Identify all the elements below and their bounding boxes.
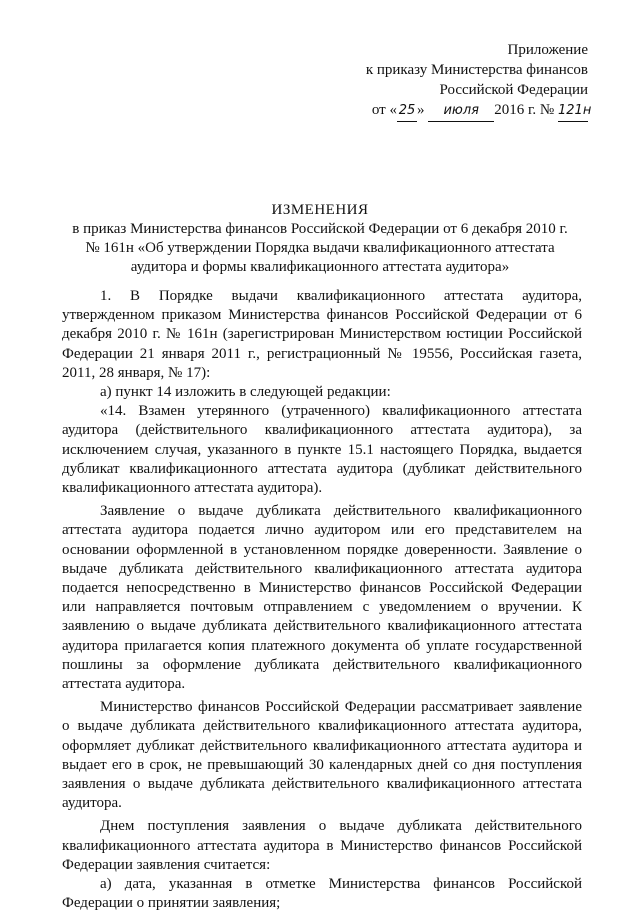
order-number: 121н xyxy=(558,101,588,122)
paragraph-5: Министерство финансов Российской Федерации рассматривает заявление о выдаче дубликата действительного квалификационного аттестата аудитора, оформляет дубликат действительного квалификационного аттестата аудитора и выдает его в срок, не превышающий 30 календарных дней со дня поступления заявления о выдаче дубликата действительного квалификационного аттестата аудитора. xyxy=(62,699,582,812)
paragraph-6: Днем поступления заявления о выдаче дубликата действительного квалификационного аттестата аудитора в Министерство финансов Российской Федерации заявления считается: xyxy=(62,818,582,873)
paragraph-3: «14. Взамен утерянного (утраченного) квалификационного аттестата аудитора (действительного квалификационного аттестата аудитора), за исключением случая, указанного в пункте 15.1 настоящего Порядка, выдается дубликат квалификационного аттестата аудитора (дубликат действительного квалификационного аттестата аудитора). xyxy=(62,403,582,497)
document-body xyxy=(62,287,582,914)
date-prefix: от « xyxy=(371,102,397,118)
document-title xyxy=(60,201,580,277)
date-year: 2016 г. № xyxy=(494,102,555,118)
appendix-order-ref: к приказу Министерства финансов xyxy=(365,62,588,78)
paragraph-4: Заявление о выдаче дубликата действительного квалификационного аттестата аудитора подается лично аудитором или его представителем на основании оформленной в установленном порядке доверенности. Заявление о выдаче дубликата действительного квалификационного аттестата аудитора подается непосредственно в Министерство финансов Российской Федерации или направляется почтовым отправлением с уведомлением о вручении. К заявлению о выдаче дубликата действительного квалификационного аттестата аудитора прилагается копия платежного документа об уплате государственной пошлины за оформление дубликата действительного квалификационного аттестата аудитора. xyxy=(62,503,582,693)
paragraph-1: 1. В Порядке выдачи квалификационного аттестата аудитора, утвержденном приказом Министерства финансов Российской Федерации от 6 декабря 2010 г. № 161н (зарегистрирован Министерством юстиции Российской Федерации 21 января 2011 г., регистрационный № 19556, Российская газета, 2011, 28 января, № 17): xyxy=(62,288,582,381)
title-line-2: № 161н «Об утверждении Порядка выдачи квалификационного аттестата xyxy=(85,240,555,256)
date-day: 25 xyxy=(397,101,417,122)
appendix-title: Приложение xyxy=(507,42,588,58)
title-line-1: в приказ Министерства финансов Российской Федерации от 6 декабря 2010 г. xyxy=(72,221,568,237)
appendix-header xyxy=(365,40,592,122)
appendix-date-line xyxy=(366,100,592,122)
paragraph-7: а) дата, указанная в отметке Министерства финансов Российской Федерации о принятии заявления; xyxy=(62,876,582,912)
appendix-ministry: Российской Федерации xyxy=(439,82,588,98)
date-mid: » xyxy=(416,102,425,118)
title-line-3: аудитора и формы квалификационного аттестата аудитора» xyxy=(130,259,510,275)
date-month: июля xyxy=(428,101,494,122)
paragraph-2: а) пункт 14 изложить в следующей редакции: xyxy=(100,384,391,401)
title-heading: ИЗМЕНЕНИЯ xyxy=(271,202,369,218)
